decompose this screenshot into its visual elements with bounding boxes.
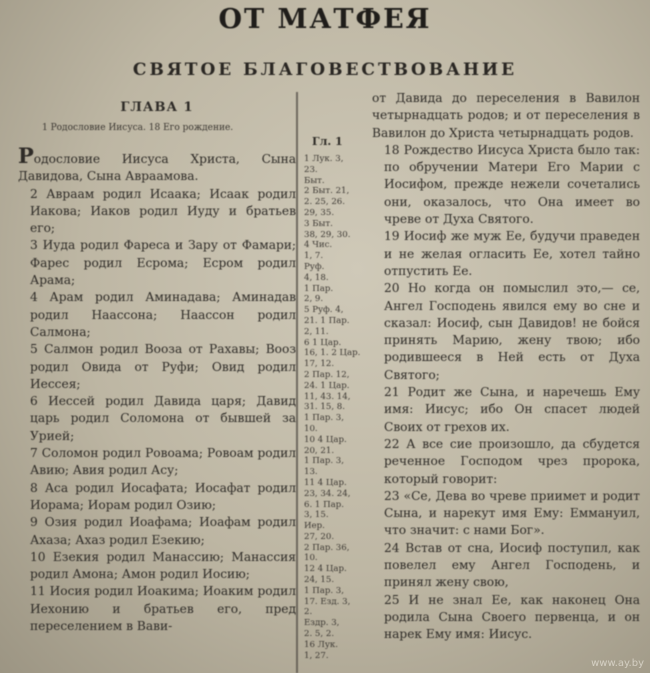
- cross-reference: 24, 15.: [304, 575, 335, 586]
- right-text-column: [372, 90, 640, 644]
- cross-reference: 38, 29, 30.: [304, 229, 351, 240]
- verse: 3 Иуда родил Фареса и Зару от Фамари; Фарес родил Есрома; Есром родил Арама;: [30, 238, 296, 288]
- cross-reference: 23, 34. 24,: [304, 488, 351, 499]
- cross-reference-list: [300, 154, 368, 661]
- cross-reference: 1 Пар. 3,: [304, 585, 344, 596]
- verse: 11 Иосия родил Иоакима; Иоаким родил Иехонию и братьев его, пред переселением в Вави-: [30, 584, 296, 634]
- cross-reference: 2. 25, 26.: [304, 197, 345, 208]
- cross-reference: Быт.: [304, 175, 325, 186]
- cross-reference: 1, 7.: [304, 251, 324, 262]
- cross-reference: Ездр. 3,: [304, 618, 340, 629]
- cross-reference: 27, 20.: [304, 531, 335, 542]
- verse: 5 Салмон родил Вооза от Рахавы; Вооз родил Овида от Руфи; Овид родил Иессея;: [30, 342, 296, 391]
- verse: 23 «Се, Дева во чреве приимет и родит Сына, и нарекут имя Ему: Еммануил, что значит: с нами Бог».: [384, 488, 640, 538]
- cross-reference: 23.: [304, 164, 318, 175]
- cross-reference: 1 Пар. 3,: [304, 456, 344, 467]
- verse: 20 Но когда он помыслил это,— се, Ангел Господень явился ему во сне и сказал: Иосиф, сын Давидов! не бойся принять Марию, жену твою; ибо родившееся в Ней есть от Духа Святого;: [384, 281, 640, 382]
- verse: 21 Родит же Сына, и наречешь Ему имя: Иисус; ибо Он спасет людей Своих от грехов их.: [384, 385, 640, 434]
- cross-reference: 16 Лук.: [304, 639, 338, 650]
- cross-reference: 1 Пар.: [304, 283, 334, 294]
- cross-reference-heading: Гл. 1: [312, 135, 343, 148]
- cross-reference: 4 Чис.: [304, 240, 333, 251]
- cross-reference: 2 Быт. 21,: [304, 186, 350, 197]
- cross-reference: 11, 43. 14,: [304, 391, 351, 402]
- cross-reference: 20, 21.: [304, 445, 335, 456]
- cross-reference: 24. 1 Цар.: [304, 380, 350, 391]
- verse: 8 Аса родил Иосафата; Иосафат родил Иорама; Иорам родил Озию;: [30, 480, 296, 512]
- cross-reference: 21. 1 Пар.: [304, 315, 350, 326]
- verse: 22 А все сие произошло, да сбудется реченное Господом чрез пророка, который говорит:: [384, 436, 640, 486]
- watermark: www.ay.by: [591, 658, 644, 669]
- cross-reference: 4, 18.: [304, 272, 329, 283]
- cross-reference: 16, 1. 2 Цар.: [304, 348, 361, 359]
- cross-reference: 2.: [304, 607, 313, 618]
- column-divider: [296, 92, 298, 673]
- cross-reference: 5 Руф. 4,: [304, 305, 344, 316]
- cross-reference: 3 Быт.: [304, 218, 333, 229]
- cross-reference: 10.: [304, 553, 318, 564]
- cross-reference: 12 4 Цар.: [304, 564, 347, 575]
- cross-reference: 10 4 Цар.: [304, 434, 347, 445]
- verse: 6 Иессей родил Давида царя; Давид царь родил Соломона от бывшей за Урией;: [30, 394, 296, 443]
- cross-reference: 2 Пар. 12,: [304, 369, 350, 380]
- verse: от Давида до переселения в Вавилон четырнадцать родов; и от переселения в Вавилон до Христа четырнадцать родов.: [372, 91, 640, 140]
- cross-reference: 17. Езд. 3,: [304, 596, 351, 607]
- cross-reference: Иер.: [304, 521, 325, 532]
- cross-reference: 2, 11.: [304, 326, 329, 337]
- cross-reference: 1 Лук. 3,: [304, 154, 344, 164]
- cross-reference: 1 Пар. 3,: [304, 413, 344, 424]
- book-title: ОТ МАТФЕЯ: [218, 4, 432, 35]
- cross-reference: 13.: [304, 467, 318, 478]
- cross-reference: 31. 15, 8.: [304, 402, 345, 413]
- verse-1: [18, 143, 296, 186]
- verse: 9 Озия родил Иоафама; Иоафам родил Ахаза; Ахаз родил Езекию;: [30, 515, 296, 547]
- verse: 19 Иосиф же муж Ее, будучи праведен и не желая огласить Ее, хотел тайно отпустить Ее.: [384, 229, 640, 278]
- cross-reference: 2, 9.: [304, 294, 324, 305]
- cross-reference: 2 Пар. 36,: [304, 542, 350, 553]
- left-text-column: [18, 100, 296, 635]
- verse: 25 И не знал Ее, как наконец Она родила Сына Своего первенца, и он нарек Ему имя: Иисус.: [384, 592, 640, 642]
- verse-1-text: одословие Иисуса Христа, Сына Давидова, Сына Авраамова.: [18, 152, 296, 184]
- cross-reference: 17, 12.: [304, 359, 335, 370]
- verse: 24 Встав от сна, Иосиф поступил, как повелел ему Ангел Господень, и принял жену свою,: [384, 540, 640, 590]
- drop-cap: Р: [18, 143, 34, 168]
- page-subtitle: СВЯТОЕ БЛАГОВЕСТВОВАНИЕ: [132, 60, 518, 80]
- cross-reference: 3, 15.: [304, 510, 329, 521]
- verse: 2 Авраам родил Исаака; Исаак родил Иакова; Иаков родил Иуду и братьев его;: [30, 186, 296, 236]
- verse: 4 Арам родил Аминадава; Аминадав родил Наассона; Наассон родил Салмона;: [30, 290, 296, 339]
- cross-reference: 10.: [304, 423, 318, 434]
- cross-reference: 1, 27.: [304, 650, 329, 661]
- cross-reference: 6 1 Цар.: [304, 337, 342, 348]
- cross-reference: 11 4 Цар.: [304, 477, 347, 488]
- chapter-heading: ГЛАВА 1: [120, 100, 194, 115]
- chapter-summary: 1 Родословие Иисуса. 18 Его рождение.: [42, 123, 234, 133]
- verse: 7 Соломон родил Ровоама; Ровоам родил Авию; Авия родил Асу;: [30, 446, 296, 478]
- cross-reference: 29, 35.: [304, 207, 335, 218]
- cross-reference: Руф.: [304, 261, 325, 272]
- cross-reference-column: [300, 135, 368, 661]
- cross-reference: 2. 5, 2.: [304, 629, 335, 640]
- verse: 18 Рождество Иисуса Христа было так: по обручении Матери Его Марии с Иосифом, прежде нежели сочетались они, оказалось, что Она имеет во чреве от Духа Святого.: [384, 142, 640, 227]
- verse: 10 Езекия родил Манассию; Манассия родил Амона; Амон родил Иосию;: [30, 549, 296, 582]
- cross-reference: 6. 1 Пар.: [304, 499, 344, 510]
